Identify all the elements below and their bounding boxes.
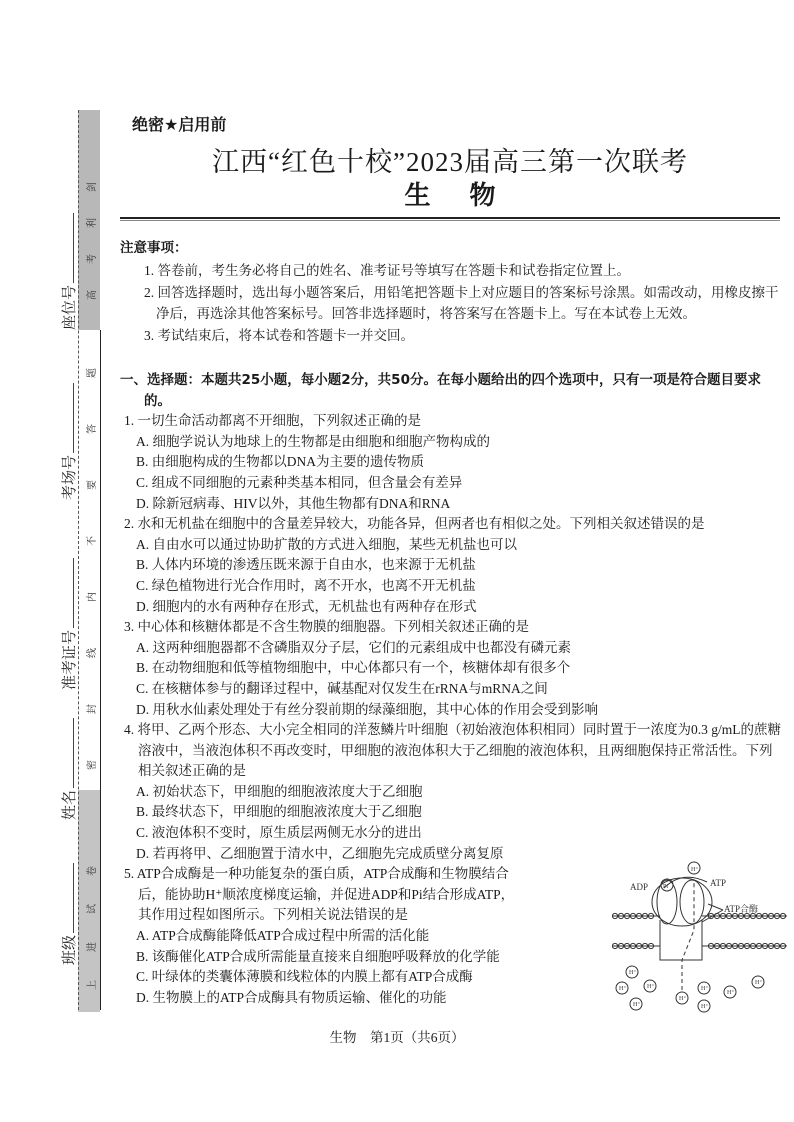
option: B. 在动物细胞和低等植物细胞中，中心体都只有一个，核糖体却有很多个 [136,660,571,676]
option: B. 该酶催化ATP合成所需能量直接来自细胞呼吸释放的化学能 [136,948,500,964]
proton-label: H⁺ [679,996,687,1002]
option: C. 液泡体积不变时，原生质层两侧无水分的进出 [136,825,422,841]
sidebar-band-top-text: 高考利剑 [87,156,98,300]
proton-label: H⁺ [691,867,699,873]
name-field[interactable] [58,718,79,820]
seat-number-label: 座位号 [62,284,78,330]
proton-label: H⁺ [755,980,763,986]
proton-label: H⁺ [619,986,627,992]
atp-synthase-diagram [612,860,787,1020]
subject-title: 生 物 [404,181,496,211]
option: A. 自由水可以通过协助扩散的方式进入细胞，某些无机盐也可以 [136,536,517,552]
seat-number-field[interactable] [58,213,79,330]
sidebar-band-bottom-text: 上进试卷 [87,838,98,990]
option: D. 用秋水仙素处理处于有丝分裂前期的绿藻细胞，其中心体的作用会受到影响 [136,701,598,717]
note-item: 3. 考试结束后，将本试卷和答题卡一并交回。 [144,328,414,344]
phospholipid-heads [612,913,785,948]
option: C. 在核糖体参与的翻译过程中，碱基配对仅发生在rRNA与mRNA之间 [136,680,548,696]
option: D. 细胞内的水有两种存在形式，无机盐也有两种存在形式 [136,598,477,614]
question-2 [120,514,784,617]
notes-heading: 注意事项： [120,240,188,256]
note-item: 1. 答卷前，考生务必将自己的姓名、准考证号等填写在答题卡和试卷指定位置上。 [144,262,630,278]
section-heading: 一、选择题：本题共25小题，每小题2分，共50分。在每小题给出的四个选项中，只有一项是符合题目要求的。 [120,372,761,409]
question-stem: 5. ATP合成酶是一种功能复杂的蛋白质，ATP合成酶和生物膜结合后，能协助H⁺顺浓度梯度运输，并促进ADP和Pi结合形成ATP，其作用过程如图所示。下列相关说法错误的是 [124,866,515,923]
seal-edge [100,330,101,1010]
option: D. 除新冠病毒、HIV以外，其他生物都有DNA和RNA [136,495,451,511]
question-3 [120,617,784,720]
option: C. 组成不同细胞的元素种类基本相同，但含量会有差异 [136,474,463,490]
question-1 [120,411,784,514]
option: B. 人体内环境的渗透压既来源于自由水，也来源于无机盐 [136,557,476,573]
proton-label: H⁺ [633,1002,641,1008]
option: A. 这两种细胞器都不含磷脂双分子层，它们的元素组成中也都没有磷元素 [136,639,571,655]
proton-label: H⁺ [629,970,637,976]
header-rule [120,217,780,221]
proton-label: H⁺ [701,1004,709,1010]
question-5 [120,864,515,1008]
option: D. 生物膜上的ATP合成酶具有物质运输、催化的功能 [136,989,447,1005]
option: D. 若再将甲、乙细胞置于清水中，乙细胞先完成质壁分离复原 [136,845,504,861]
exam-title: 江西“红色十校”2023届高三第一次联考 [212,147,688,177]
page-footer: 生物 第1页（共6页） [329,1030,465,1045]
option: B. 由细胞构成的生物都以DNA为主要的遗传物质 [136,454,425,470]
note-item: 2. 回答选择题时，选出每小题答案后，用铅笔把答题卡上对应题目的答案标号涂黑。如需改动，用橡皮擦干净后，再选涂其他答案标号。回答非选择题时，将答案写在答题卡上。写在本试卷上无效。 [144,284,779,322]
question-stem: 4. 将甲、乙两个形态、大小完全相同的洋葱鳞片叶细胞（初始液泡体积相同）同时置于一浓度为0.3 g/mL的蔗糖溶液中，当液泡体积不再改变时，甲细胞的液泡体积大于乙细胞的液泡体积，且两细胞保持正常活性。下列相关叙述正确的是 [124,722,781,779]
admission-number-label: 准考证号 [62,629,78,690]
exam-room-label: 考场号 [62,454,78,500]
proton-label: H⁺ [701,986,709,992]
question-stem: 1. 一切生命活动都离不开细胞，下列叙述正确的是 [124,413,421,429]
option: A. ATP合成酶能降低ATP合成过程中所需的活化能 [136,928,430,944]
proton-label: H⁺ [647,984,655,990]
question-4 [120,720,784,864]
proton-group [616,966,764,1012]
question-stem: 3. 中心体和核糖体都是不含生物膜的细胞器。下列相关叙述正确的是 [124,619,529,635]
question-stem: 2. 水和无机盐在细胞中的含量差异较大，功能各异，但两者也有相似之处。下列相关叙述错误的是 [124,516,705,532]
proton-label: H⁺ [727,990,735,996]
option: A. 细胞学说认为地球上的生物都是由细胞和细胞产物构成的 [136,433,490,449]
option: A. 初始状态下，甲细胞的细胞液浓度大于乙细胞 [136,783,423,799]
membrane-right [702,916,787,946]
membrane-left [612,916,660,946]
exam-room-field[interactable] [58,383,79,500]
class-field[interactable] [58,863,79,965]
enzyme-label: ATP合酶 [724,904,759,914]
class-label: 班级 [62,934,78,965]
name-label: 姓名 [62,789,78,820]
notes [120,238,780,347]
option: C. 叶绿体的类囊体薄膜和线粒体的内膜上都有ATP合成酶 [136,969,473,985]
atp-label: ATP [710,878,727,888]
option: C. 绿色植物进行光合作用时，离不开水，也离不开无机盐 [136,577,476,593]
option: B. 最终状态下，甲细胞的细胞液浓度大于乙细胞 [136,804,422,820]
adp-label: ADP [630,882,649,892]
sidebar-band-middle-text: 密封线内不要答题 [87,322,98,770]
proton-path [682,880,694,990]
confidential-mark: 绝密★启用前 [132,115,227,134]
pi-label: Pi [663,884,669,890]
admission-number-field[interactable] [58,558,79,690]
